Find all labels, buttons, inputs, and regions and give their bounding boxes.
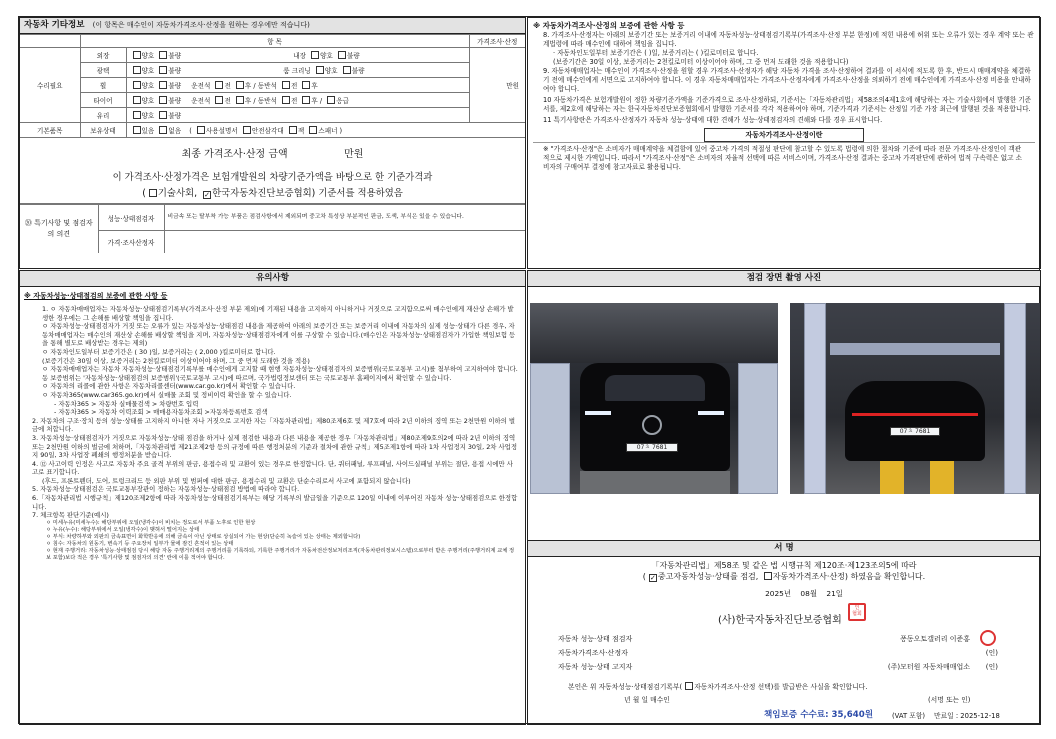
row-name: 외장 xyxy=(80,48,126,63)
condition-check-checkbox[interactable]: ✓ xyxy=(649,574,656,582)
triangle-checkbox[interactable] xyxy=(243,126,251,134)
sign-date: 2025년 08월 21일 xyxy=(765,589,843,598)
note-item: 4. ⑫ 사고이력 인정은 사고로 자동차 주요 골격 부위의 판금, 용접수리 및 교환이 있는 경우로 한정합니다. 단, 쿼터패널, 루프패널, 사이드실패널 부위는 절단, 용접 시에만 사고로 표기합니다. xyxy=(32,459,513,477)
fee-label: 책임보증 수수료: 35,640원 xyxy=(764,710,873,720)
sign-rows xyxy=(558,632,998,674)
notes-subtitle: ※ 자동차성능·상태점검의 보증에 관한 사항 등 xyxy=(24,292,168,300)
expire-date: 만료일 : 2025-12-18 xyxy=(934,712,1000,720)
tire-emergency-checkbox[interactable] xyxy=(327,96,335,104)
note-item: 7. 체크항목 판단기준(예시) xyxy=(32,511,109,520)
sign-row-label: 자동차 성능·상태 점검자 xyxy=(558,635,633,643)
none-checkbox[interactable] xyxy=(159,126,167,134)
sign-row-label: 자동차 성능·상태 고지자 xyxy=(558,663,633,671)
note-item: 5. 자동차성능·상태점검은 국토교통부장관이 정하는 자동차성능·상태점검 방법에 따라야 합니다. xyxy=(32,485,300,494)
jack-checkbox[interactable] xyxy=(289,126,297,134)
criteria-item: ㅇ 부식: 차량하부와 외판의 금속표면이 화학반응에 의해 금속이 아닌 상태로 상실되어 가는 현상(단순히 녹슬어 있는 상태는 제외합니다) xyxy=(46,533,361,540)
other-info-title: 자동차 기타정보 xyxy=(24,20,85,30)
org-seal: 인 협회 xyxy=(848,603,866,621)
have-checkbox[interactable] xyxy=(133,126,141,134)
notes-panel xyxy=(19,270,526,725)
good-checkbox[interactable] xyxy=(133,96,141,104)
good-checkbox[interactable] xyxy=(311,51,319,59)
inspection-record-page xyxy=(18,16,1040,724)
note-item: - 자동차365 > 자동차 실매물검색 > 차량번호 입력 xyxy=(54,399,199,408)
other-info-panel xyxy=(19,17,526,269)
bad-checkbox[interactable] xyxy=(159,111,167,119)
bad-checkbox[interactable] xyxy=(159,81,167,89)
good-checkbox[interactable] xyxy=(133,51,141,59)
front-plate: 07ㅊ 7681 xyxy=(626,443,678,452)
bad-checkbox[interactable] xyxy=(338,51,346,59)
price-def-title: 자동차가격조사·산정이란 xyxy=(704,128,864,142)
photos-panel xyxy=(527,270,1041,555)
note-item: (보증기간은 30일 이상, 보증거리는 2천킬로미터 이상이어야 하며, 그 중 먼저 도래한 것을 적용) xyxy=(42,356,310,365)
sign-row xyxy=(558,646,998,660)
sign-row-value: 퐁동오토갤러리 이준홍 xyxy=(900,635,970,643)
note-item: 6.「자동차관리법 시행규칙」제120조제2항에 따라 자동차성능·상태점검기록부는 해당 기록부의 발급일을 기준으로 120일 이내에 이루어진 자동차 성능·상태점검으로 한정합니다. xyxy=(32,494,518,511)
notes-title: 유의사항 xyxy=(20,271,525,287)
note-item: 1. ㅇ 자동차매매업자는 자동차성능·상태점검기록부(가격조사·산정 부분 제외)에 기재된 내용을 고지하지 아니하거나 거짓으로 고지함으로써 매수인에게 재산상 손해가 발생한 경우에는 그 손해를 배상할 책임을 집니다. xyxy=(42,305,514,322)
criteria-list xyxy=(24,520,519,562)
sign-row xyxy=(558,660,998,674)
inspector-opinion: 비금속 또는 탈부착 가능 부품은 점검사항에서 제외되며 중고차 특성상 부분적인 판금, 도색, 부식은 있을 수 있습니다. xyxy=(164,205,525,231)
kadia-checkbox[interactable]: ✓ xyxy=(204,191,210,199)
good-checkbox[interactable] xyxy=(316,66,324,74)
fee-vat: (VAT 포함) xyxy=(892,712,926,720)
sign-row-value: (주)모터원 자동차매매업소 xyxy=(887,663,970,671)
tire-passenger-front-checkbox[interactable] xyxy=(282,96,290,104)
bad-checkbox[interactable] xyxy=(343,66,351,74)
tire-passenger-rear-checkbox[interactable] xyxy=(302,96,310,104)
price-def-text: ※ "가격조사·산정"은 소비자가 매매계약을 체결함에 있어 중고차 가격의 적절성 판단에 참고할 수 있도록 법령에 의한 절차와 기준에 따라 전문 가격조사·산정인이 객관적으로 제시한 가액입니다. 따라서 "가격조사·산정"은 소비자의 자율적 선택에 따른 서비스이며, 가격조사·산정 결과는 중고차 가격판단에 관하여 법적 구속력은 없고 소비자의 구매여부 결정에 참고자료로 활용됩니다. xyxy=(533,142,1035,172)
sign-row xyxy=(558,632,998,646)
sign-row-mark: (인) xyxy=(985,663,998,671)
criteria-item: ㅇ 침수: 자동차의 원동기, 변속기 등 주요장치 일부가 물에 잠긴 흔적이 있는 상태 xyxy=(46,540,234,547)
guarantee-title: ※ 자동차가격조사·산정의 보증에 관한 사항 등 xyxy=(533,21,685,30)
signature-title: 서 명 xyxy=(528,541,1040,557)
special-notes-table: ⑳ 특기사항 및 점검자의 의견 성능·상태점검자 비금속 또는 탈부착 가능 부품은 점검사항에서 제외되며 중고차 특성상 부분적인 판금, 도색, 부식은 있을 수 있습니다. 가격·조사산정자 xyxy=(20,204,525,253)
special-label: ⑳ 특기사항 및 점검자의 의견 xyxy=(20,205,98,253)
col-price: 가격조사·산정 xyxy=(469,35,525,48)
front-photo xyxy=(530,303,778,494)
note-item: (후드, 프론트펜더, 도어, 트렁크리드 등 외판 부위 및 범퍼에 대한 판금, 용접수리 및 교환은 단순수리로서 사고에 포함되지 않습니다) xyxy=(42,476,411,485)
note-item: ㅇ 자동차매매업자는 자동차 자동차성능·상태점검기록부를 매수인에게 고지할 때 현행 자동차성능·상태점검자의 보증범위(국토교통부 고시)를 첨부하여 고지하여야 합니다. 동 보증범위는 '자동차성능·상태점검의 보증범위'(국토교통부 고시)에 따르며, 국가법령정보센터 또는 국토교통부 홈페이지에서 확인할 수 있습니다. xyxy=(42,365,518,382)
rear-plate: 07ㅊ 7681 xyxy=(890,427,940,436)
note-item: 2. 자동차의 구조·장치 등의 성능·상태를 고지하지 아니한 자나 거짓으로 고지한 자는「자동차관리법」제80조제6호 및 제7호에 따라 2년 이하의 징역 또는 2천만원 이하의 벌금에 처합니다. xyxy=(32,416,516,434)
car-rear xyxy=(845,381,985,461)
price-cell: 만원 xyxy=(469,48,525,123)
final-price-unit: 만원 xyxy=(344,149,364,160)
buyer-price-checkbox[interactable] xyxy=(685,682,693,690)
criteria-item: ㅇ 현재 주행거리: 자동차성능·상태점검 당시 해당 자동 주행거리계의 주행거리를 기록하되, 기록한 주행거리가 자동차전산정보처리조직(자동차관리정보시스템)으로부터 받은 주행거리(주행거리계 교체 정보 포함)보다 적은 경우 '특기사항 및 점검자의 의견' 란에 이를 적어야 합니다. xyxy=(46,547,515,561)
passenger-front-checkbox[interactable] xyxy=(282,81,290,89)
driver-rear-checkbox[interactable] xyxy=(236,81,244,89)
bad-checkbox[interactable] xyxy=(159,66,167,74)
other-info-table: 항 목 가격조사·산정 수리필요 외장 양호 불량 내장 양호 불량 만원 광택 양호 불량 룸 크리닝 양호 불량 휠 양호 불량 운전석 전 후 / 동반석 전 후 타이어 양호 불량 운전석 전 후 / 동반석 전 후 / 응급 유리 양호 불량 기본품목 보유상태 있음 없음 ( 사용설명서 안전삼각대 잭 스패너 ) xyxy=(20,34,525,138)
criteria-item: ㅇ 미세누유(미세누수): 해당부위에 오일(냉각수)이 비치는 정도로서 부품 노후로 인한 현상 xyxy=(46,519,256,526)
note-item: 3. 자동차성능·상태점검자가 거짓으로 자동차성능·상태 점검을 하거나 실제 점검한 내용과 다른 내용을 제공한 경우「자동차관리법」제80조제9호의2에 따라 2년 이하의 징역 또는 2천만원 이하의 벌금에 처하며,「자동차관리법 제21조제2항 등의 규정에 따른 행정처분의 기준과 절차에 관한 규칙」제5조제1항에 따라 1차 사업정지 30일, 2차 사업정지 90일, 3차 사업장 폐쇄의 행정처분을 받습니다. xyxy=(32,433,518,460)
bad-checkbox[interactable] xyxy=(159,51,167,59)
driver-front-checkbox[interactable] xyxy=(215,81,223,89)
note-item: ㅇ 자동차365(www.car365.go.kr)에서 실매물 조회 및 정비이력 확인을 할 수 있습니다. xyxy=(42,390,292,399)
criteria-item: ㅇ 누유(누수): 해당부위에서 오일(냉각수)이 맺혀서 떨어지는 상태 xyxy=(46,526,200,533)
buyer-date-line: 년 월 일 매수인 xyxy=(624,696,670,704)
notes-list xyxy=(24,305,519,520)
photos-title: 점검 장면 촬영 사진 xyxy=(528,271,1040,287)
basic-label: 기본품목 xyxy=(20,123,80,138)
inspector-seal xyxy=(980,630,996,646)
note-item: ㅇ 자동차의 리콜에 관한 사항은 자동차리콜센터(www.car.go.kr)에서 확인할 수 있습니다. xyxy=(42,382,296,391)
price-guarantee-panel: ※ 자동차가격조사·산정의 보증에 관한 사항 등 8. 가격조사·산정자는 아래의 보증기간 또는 보증거리 이내에 자동차성능·상태점검기록부(가격조사·산정 부분 한정)에 적힌 내용에 허위 또는 오류가 있는 경우 계약 또는 관계법령에 따라 매수인에 대하여 책임을 집니다. · 자동차인도일부터 보증기간은 ( )일, 보증거리는 ( )킬로미터로 합니다. (보증기간은 30일 이상, 보증거리는 2천킬로미터 이상이어야 하며, 그 중 먼저 도래한 것을 적용합니다) 9. 자동차매매업자는 매수인이 가격조사·산정을 원할 경우 가격조사·산정자가 해당 자동차 가격을 조사·산정하여 결과를 이 서식에 적도록 한 후, 반드시 매매계약을 체결하기 전에 매수인에게 서면으로 고지하여야 합니다. 이 경우 자동차매매업자는 가격조사·산정자에게 가격조사·산정을 의뢰하기 전에 매수인에게 가격조사·산정 비용을 안내하여야 합니다. 10 자동차가격은 보험개발원이 정한 차량기준가액을 기준가격으로 조사·산정하되, 기준서는「자동차관리법」제58조의4제1호에 해당하는 자는 기술사회에서 발행한 기준서를, 제2호에 해당하는 자는 한국자동차진단보증협회에서 발행한 기준서를 각각 적용하여야 하며, 기준가격과 기준서는 산정일 기준 가장 최근에 발행된 것을 적용합니다. 11 특기사항란은 가격조사·산정자가 자동차 성능·상태에 대한 견해가 성능·상태점검자의 견해와 다를 경우 표시합니다. 자동차가격조사·산정이란 ※ "가격조사·산정"은 소비자가 매매계약을 체결함에 있어 중고차 가격의 적절성 판단에 참고할 수 있도록 법령에 의한 절차와 기준에 따라 전문 가격조사·산정인이 객관적으로 제시한 가액입니다. 따라서 "가격조사·산정"은 소비자의 자율적 선택에 따른 서비스이며, 가격조사·산정 결과는 중고차 가격판단에 관하여 법적 구속력은 없고 소비자의 구매여부 결정에 참고자료로 활용됩니다. xyxy=(527,17,1041,269)
buyer-confirm: 본인은 위 자동차성능·상태점검기록부( 자동차가격조사·산정 선택)를 발급받은 사실을 확인합니다. xyxy=(568,683,868,691)
engineer-society-checkbox[interactable] xyxy=(149,189,157,197)
col-item: 항 목 xyxy=(80,35,469,48)
passenger-rear-checkbox[interactable] xyxy=(302,81,310,89)
good-checkbox[interactable] xyxy=(133,81,141,89)
final-price-label: 최종 가격조사·산정 금액 xyxy=(181,149,288,160)
tire-driver-front-checkbox[interactable] xyxy=(215,96,223,104)
sign-row-mark: (인) xyxy=(985,649,998,657)
repair-label: 수리필요 xyxy=(20,48,80,123)
final-price-block: 최종 가격조사·산정 금액 만원 이 가격조사·산정가격은 보험개발원의 차량기준가액을 바탕으로 한 기준가격과 ( 기술사회, ✓ 한국자동차진단보증협회) 기준서를 적용하였음 xyxy=(20,138,525,204)
appraiser-opinion xyxy=(164,231,525,253)
sign-row-label: 자동차가격조사·산정자 xyxy=(558,649,628,657)
good-checkbox[interactable] xyxy=(133,66,141,74)
spanner-checkbox[interactable] xyxy=(309,126,317,134)
other-info-note: (이 항목은 매수인이 자동차가격조사·산정을 원하는 경우에만 적습니다) xyxy=(92,21,310,29)
tire-driver-rear-checkbox[interactable] xyxy=(236,96,244,104)
price-check-checkbox[interactable] xyxy=(764,572,772,580)
manual-checkbox[interactable] xyxy=(197,126,205,134)
good-checkbox[interactable] xyxy=(133,111,141,119)
buyer-sign: (서명 또는 인) xyxy=(928,696,971,704)
rear-photo xyxy=(790,303,1040,494)
bad-checkbox[interactable] xyxy=(159,96,167,104)
note-item: ㅇ 자동차인도일부터 보증기간은 ( 30 )일, 보증거리는 ( 2,000 )킬로미터로 합니다. xyxy=(42,347,276,356)
note-item: ㅇ 자동차성능·상태점검자가 거짓 또는 오류가 있는 자동차성능·상태점검 내용을 제공하여 아래의 보증기간 또는 보증거리 이내에 자동차의 실제 성능·상태가 다른 경우, 자동차매매업자는 매수인의 재산상 손해를 배상할 책임을 지며, 자동차성능·상태점검자에게 이를 구상할 수 있습니다.(매수인은 자동차성능·상태점검자가 가입한 책임보험 등을 통해 별도로 배상받는 경우는 제외) xyxy=(42,322,516,348)
final-price-text: 이 가격조사·산정가격은 보험개발원의 차량기준가액을 바탕으로 한 기준가격과 xyxy=(112,172,433,183)
note-item: - 자동차365 > 자동차 이력조회 > 매매용자동차조회 >자동차등록번호 검색 xyxy=(54,408,268,417)
org-name: (사)한국자동차진단보증협회 xyxy=(718,615,842,626)
signature-panel: 서 명 「자동차관리법」제58조 및 같은 법 시행규칙 제120조·제123조의5에 따라 ( ✓ 중고자동차성능·상태를 점검, 자동차가격조사·산정) 하였음을 확인합니다. 2025년 08월 21일 (사)한국자동차진단보증협회 인 협회 자동차 성능·상태 점검자 퐁동오토갤러리 이준홍 자동차가격조사·산정자 (인) 자동차 성능·상태 고지자 (주)모터원 자동차매매업소 (인) 본인은 위 자동차성능·상태점검기록부( 자동차가격조사·산정 선택)를 발급받은 사실을 확인합니다. 년 월 일 매수인 (서명 또는 인) 책임보증 수수료: 35,640원 (VAT 포함) 만료일 : 2025-12-18 xyxy=(527,540,1041,725)
